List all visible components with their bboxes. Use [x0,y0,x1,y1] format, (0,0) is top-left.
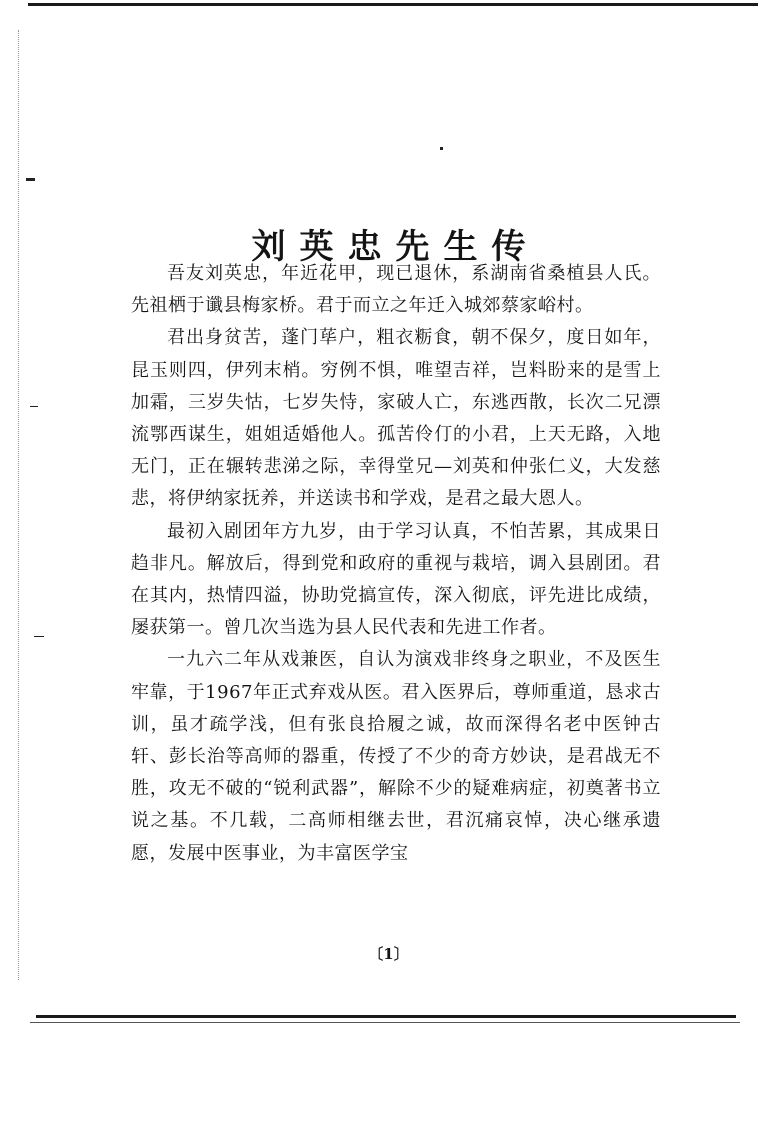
bottom-border-thin-rule [30,1022,740,1023]
paragraph: 吾友刘英忠，年近花甲，现已退休，系湖南省桑植县人氏。先祖栖于谶县梅家桥。君于而立之年迁入城郊蔡家峪村。 [131,263,661,317]
paragraph: 最初入剧团年方九岁，由于学习认真，不怕苦累，其成果日趋非凡。解放后，得到党和政府的重视与栽培，调入县剧团。君在其内，热情四溢，协助党搞宣传，深入彻底，评先进比成绩，屡获第一。曾几次当选为县人民代表和先进工作者。 [131,520,661,639]
body-text [131,258,661,870]
margin-speck [26,178,35,181]
binding-margin-marks [18,30,27,980]
margin-speck [34,636,44,637]
page-title: 刘英忠先生传 [251,226,540,267]
page-number: 〔1〕 [368,945,409,963]
paragraph: 一九六二年从戏兼医，自认为演戏非终身之职业，不及医生牢靠，于1967年正式弃戏从医。君入医界后，尊师重道，恳求古训，虽才疏学浅，但有张良拾履之诚，故而深得名老中医钟古轩、彭长治等高师的器重，传授了不少的奇方妙诀，是君战无不胜，攻无不破的“锐利武器”，解除不少的疑难病症，初奠著书立说之基。不几载，二高师相继去世，君沉痛哀悼，决心继承遗愿，发展中医事业，为丰富医学宝 [131,649,661,864]
paragraph: 君出身贫苦，蓬门荜户，粗衣粝食，朝不保夕，度日如年，昆玉则四，伊列末梢。穷例不惧，唯望吉祥，岂料盼来的是雪上加霜，三岁失怙，七岁失恃，家破人亡，东逃西散，长次二兄漂流鄂西谋生，姐姐适婚他人。孤苦伶仃的小君，上天无路，入地无门，正在辗转悲涕之际，幸得堂兄—刘英和仲张仁义，大发慈悲，将伊纳家抚养，并送读书和学戏，是君之最大恩人。 [131,327,661,510]
top-border-rule [28,3,758,6]
margin-speck [30,406,38,407]
margin-speck [440,147,443,150]
bottom-border-rule [36,1015,736,1018]
